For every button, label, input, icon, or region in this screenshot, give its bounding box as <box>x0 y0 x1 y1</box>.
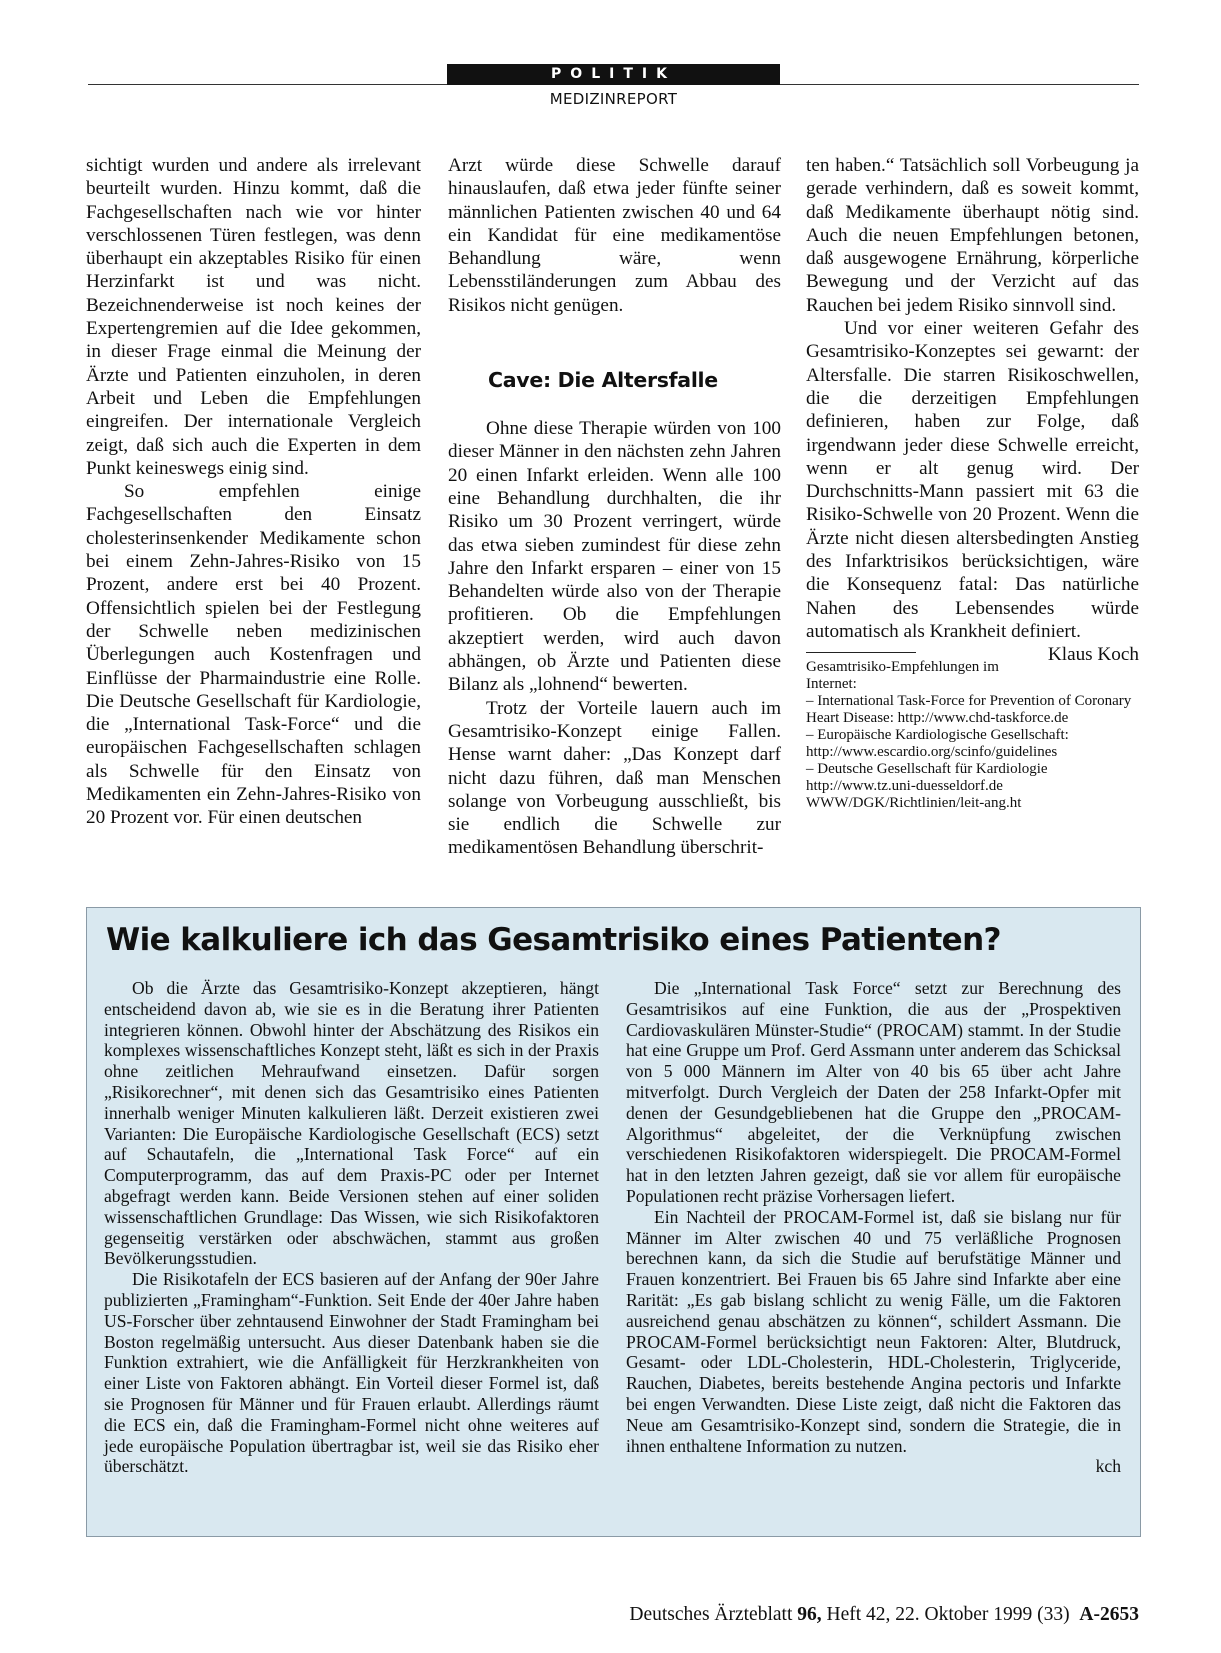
paragraph: Die Risikotafeln der ECS basieren auf der Anfang der 90er Jahre publizierten „Framingham“-Funktion. Seit Ende der 40er Jahre haben US-Forscher über zehntausend Einwohner der Stadt Framingham bei Boston regelmäßig untersucht. Aus dieser Datenbank haben sie die Funktion extrahiert, wie die Anfälligkeit für Herzkrankheiten von einer Liste von Faktoren abhängt. Ein Vorteil dieser Formel ist, daß sie Prognosen für Männer und für Frauen erlaubt. Allerdings räumt die ECS ein, daß die Framingham-Formel nicht ohne weiteres auf jede europäische Population übertragbar ist, weil sie das Risiko eher überschätzt. <box>104 1269 599 1477</box>
article-column-2 <box>448 154 781 860</box>
subheading: Cave: Die Altersfalle <box>488 368 718 393</box>
section-label: POLITIK <box>447 64 780 85</box>
paragraph: Ob die Ärzte das Gesamtrisiko-Konzept akzeptieren, hängt entscheidend davon ab, wie sie es in die Beratung ihrer Patienten integrieren können. Obwohl hinter der Abschätzung des Risikos ein komplexes wissenschaftliches Konzept steht, läßt es sich in der Praxis ohne zeitlichen Mehraufwand einsetzen. Dafür sorgen „Risikorechner“, mit denen sich das Gesamtrisiko eines Patienten innerhalb weniger Minuten kalkulieren läßt. Derzeit existieren zwei Varianten: Die Europäische Kardiologische Gesellschaft (ECS) setzt auf Schautafeln, die „International Task Force“ auf ein Computerprogramm, das auf dem Praxis-PC oder per Internet abgefragt werden kann. Beide Versionen stehen auf einer soliden wissenschaftlichen Grundlage: Das Wissen, wie sich Risikofaktoren gegenseitig verstärken oder abschwächen, stammt aus großen Bevölkerungsstudien. <box>104 978 599 1269</box>
footnote-line: – International Task-Force for Prevention of Coronary Heart Disease: http://www.chd-taskforce.de <box>806 693 1132 727</box>
box-column-2 <box>626 978 1121 1477</box>
paragraph-text: Und vor einer weiteren Gefahr des Gesamtrisiko-Konzeptes sei gewarnt: der Altersfalle. Die starren Risikoschwellen, die die derzeitigen Empfehlungen definieren, haben zur Folge, daß irgendwann jeder diese Schwelle erreicht, wenn er alt genug wird. Der Durchschnitts-Mann passiert mit 63 die Risiko-Schwelle von 20 Prozent. Wenn die Ärzte nicht diesen altersbedingten Anstieg des Infarktrisikos berücksichtigen, wäre die Konsequenz fatal: Das natürliche Nahen des Lebensendes würde automatisch als Krankheit definiert. <box>806 318 1139 642</box>
paragraph: So empfehlen einige Fachgesellschaften den Einsatz cholesterinsenkender Medikamente schon bei einem Zehn-Jahres-Risiko von 15 Prozent, andere erst bei 40 Prozent. Offensichtlich spielen bei der Festlegung der Schwelle neben medizinischen Überlegungen auch Kostenfragen und Einflüsse der Pharmaindustrie eine Rolle. Die Deutsche Gesellschaft für Kardiologie, die „International Task-Force“ und die europäischen Fachgesellschaften schlagen als Schwelle für den Einsatz von Medikamenten ein Zehn-Jahres-Risiko von 20 Prozent vor. Für einen deutschen <box>86 481 421 829</box>
paragraph: ten haben.“ Tatsächlich soll Vorbeugung ja gerade verhindern, daß es soweit kommt, daß Medikamente überhaupt nötig sind. Auch die neuen Empfehlungen betonen, daß ausgewogene Ernährung, körperliche Bewegung und der Verzicht auf das Rauchen bei jedem Risiko sinnvoll sind. <box>806 155 1139 316</box>
paragraph: sichtigt wurden und andere als irrelevant beurteilt wurden. Hinzu kommt, daß die Fachgesellschaften nach wie vor hinter verschlossenen Türen festlegen, was denn überhaupt ein akzeptables Risiko für einen Herzinfarkt ist und was nicht. Bezeichnenderweise ist noch keines der Expertengremien auf die Idee gekommen, in dieser Frage einmal die Meinung der Ärzte und Patienten einzuholen, in deren Arbeit und Leben die Empfehlungen eingreifen. Der internationale Vergleich zeigt, daß sich auch die Experten in dem Punkt keineswegs einig sind. <box>86 155 421 479</box>
author-signature: Klaus Koch <box>1047 644 1139 666</box>
paragraph: Trotz der Vorteile lauern auch im Gesamtrisiko-Konzept einige Fallen. Hense warnt daher: „Das Konzept darf nicht dazu führen, daß man Menschen solange von Vorbeugung ausschließt, bis sie endlich die Schwelle zur medikamentösen Behandlung überschrit- <box>448 697 781 859</box>
footnotes <box>806 659 1139 812</box>
paragraph: Ohne diese Therapie würden von 100 dieser Männer in den nächsten zehn Jahren 20 einen Infarkt erleiden. Wenn alle 100 eine Behandlung durchhalten, die ihr Risiko um 30 Prozent verringert, würde das etwa sieben zumindest für diese zehn Jahre den Infarkt ersparen – einer von 15 Behandelten würde also von der Therapie profitieren. Ob die Empfehlungen akzeptiert werden, wird auch davon abhängen, ob Ärzte und Patienten diese Bilanz als „lohnend“ bewerten. <box>448 418 781 696</box>
footnote-line: – Europäische Kardiologische Gesellschaft: http://www.escardio.org/scinfo/guidelines <box>806 727 1069 761</box>
box-column-1 <box>104 978 599 1477</box>
footnote-line: – Deutsche Gesellschaft für Kardiologie http://www.tz.uni-duesseldorf.de WWW/DGK/Richtlinien/leit-ang.ht <box>806 761 1048 812</box>
subsection-label: MEDIZINREPORT <box>549 90 678 108</box>
article-column-1 <box>86 154 421 830</box>
journal-issue: Heft 42, 22. Oktober 1999 (33) <box>826 1604 1070 1625</box>
page-number: A-2653 <box>1079 1604 1139 1625</box>
paragraph <box>806 317 1139 666</box>
page-footer <box>629 1604 1139 1626</box>
paragraph: Ein Nachteil der PROCAM-Formel ist, daß sie bislang nur für Männer im Alter zwischen 40 und 75 verläßliche Prognosen berechnen kann, da sich die Studie auf berufstätige Männer und Frauen konzentriert. Bei Frauen bis 65 Jahre sind Infarkte aber eine Rarität: „Es gab bislang schlicht zu wenig Fälle, um die Faktoren ausreichend genau abschätzen zu können“, schildert Assmann. Die PROCAM-Formel berücksichtigt neun Faktoren: Alter, Blutdruck, Gesamt- oder LDL-Cholesterin, HDL-Cholesterin, Triglyceride, Rauchen, Diabetes, bereits bestehende Angina pectoris und Infarkte bei engen Verwandten. Diese Liste zeigt, daß nicht die Faktoren das Neue am Gesamtrisiko-Konzept sind, sondern die Strategie, die in ihnen enthaltene Information zu nutzen. <box>626 1206 1121 1456</box>
footnote-rule <box>806 652 916 653</box>
journal-name: Deutsches Ärzteblatt <box>629 1604 793 1625</box>
paragraph: Arzt würde diese Schwelle darauf hinauslaufen, daß etwa jeder fünfte seiner männlichen Patienten zwischen 40 und 64 ein Kandidat für eine medikamentöse Behandlung wäre, wenn Lebensstiländerungen zum Abbau des Risikos nicht genügen. <box>448 155 781 316</box>
footnote-line: Gesamtrisiko-Empfehlungen im Internet: <box>806 659 999 693</box>
article-column-3 <box>806 154 1139 812</box>
journal-volume: 96, <box>797 1604 822 1625</box>
box-title: Wie kalkuliere ich das Gesamtrisiko eines Patienten? <box>106 922 1001 958</box>
box-signature: kch <box>1095 1456 1121 1477</box>
paragraph: Die „International Task Force“ setzt zur Berechnung des Gesamtrisikos auf eine Funktion, die aus der „Prospektiven Cardiovaskulären Münster-Studie“ (PROCAM) stammt. In der Studie hat eine Gruppe um Prof. Gerd Assmann unter anderem das Schicksal von 5 000 Männern im Alter von 40 bis 65 über acht Jahre mitverfolgt. Durch Vergleich der Daten der 258 Infarkt-Opfer mit denen der Gesundgebliebenen hat die Gruppe den „PROCAM-Algorithmus“ abgeleitet, der die Verknüpfung zwischen verschiedenen Risikofaktoren widerspiegelt. Die PROCAM-Formel hat in den letzten Jahren gezeigt, daß sie vor allem für europäische Populationen recht präzise Vorhersagen liefert. <box>626 978 1121 1206</box>
